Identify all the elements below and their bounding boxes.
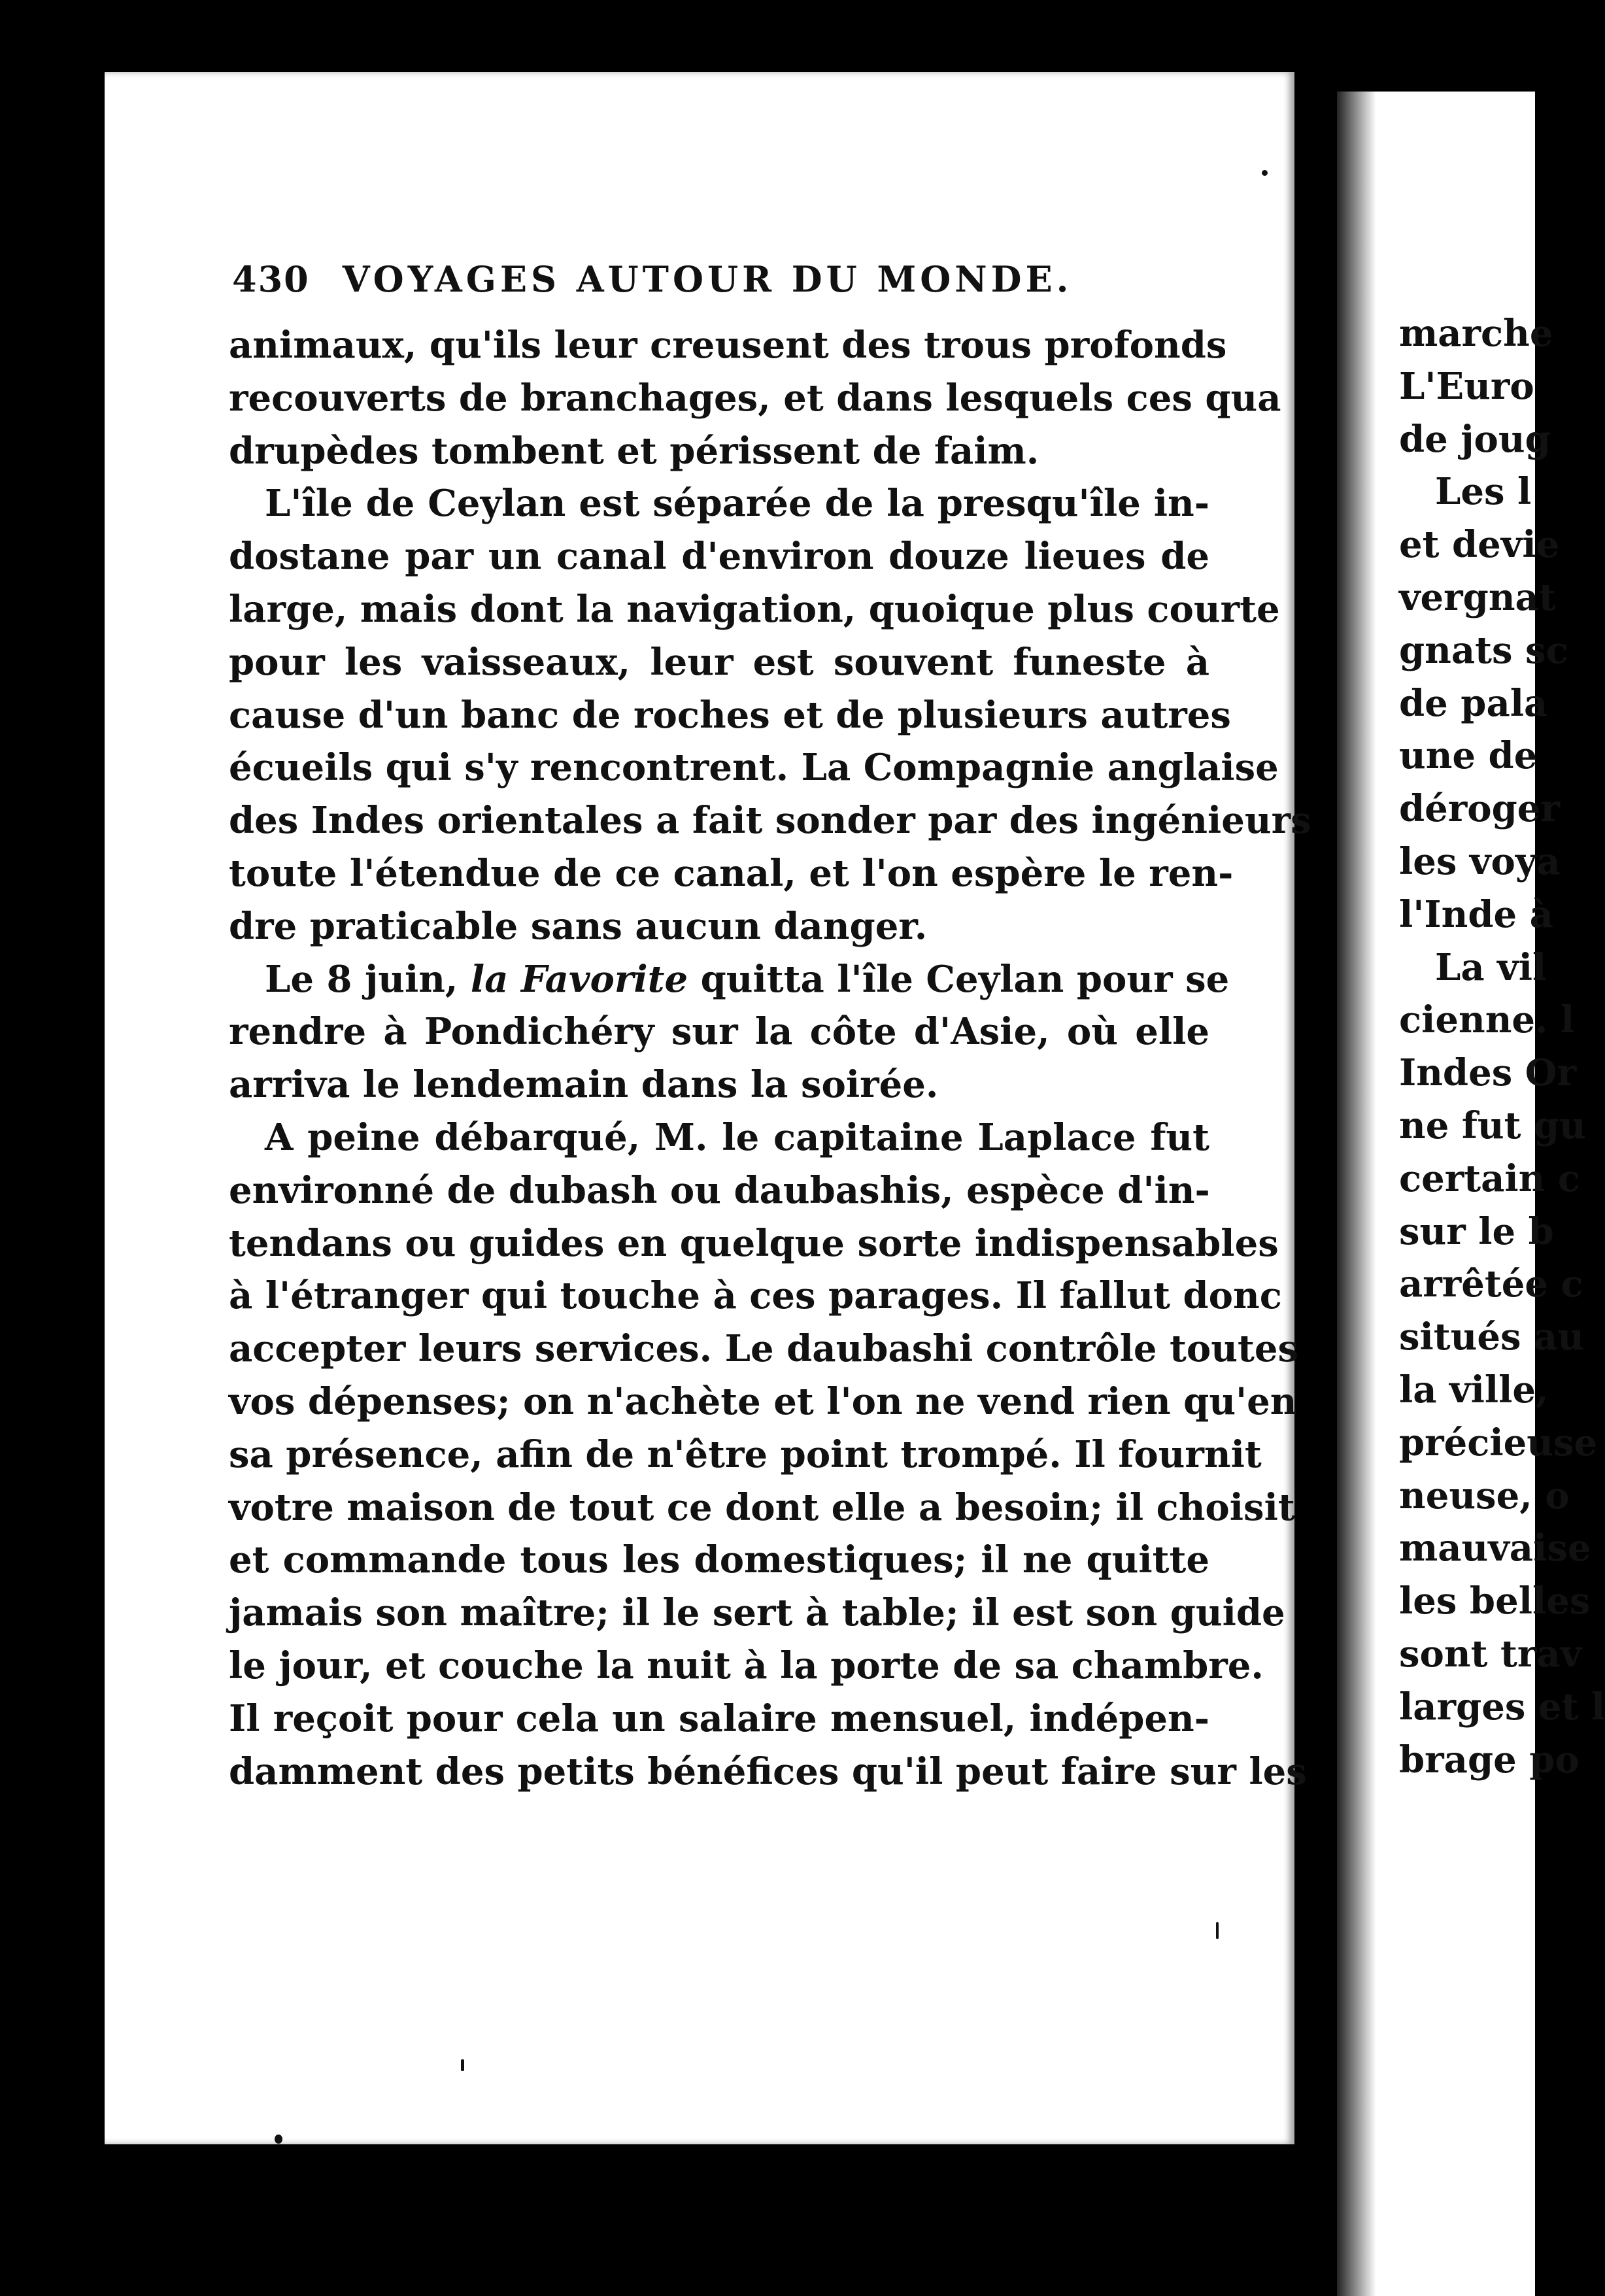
- facing-line: gnats sc: [1399, 628, 1568, 672]
- text-line: écueils qui s'y rencontrent. La Compagnie anglaise: [229, 746, 1279, 790]
- facing-line: Les l: [1435, 470, 1532, 514]
- facing-line: vergnat: [1399, 575, 1556, 619]
- facing-line: ne fut gu: [1399, 1104, 1586, 1147]
- text-line: le jour, et couche la nuit à la porte de sa chambre.: [229, 1644, 1264, 1687]
- facing-line: une de: [1399, 734, 1538, 778]
- text-line: des Indes orientales a fait sonder par des ingénieurs: [229, 799, 1311, 843]
- text-line: A peine débarqué, M. le capitaine Laplace fut: [265, 1115, 1209, 1159]
- text-line: drupèdes tombent et périssent de faim.: [229, 429, 1039, 473]
- text-segment: quitta l'île Ceylan pour se: [700, 957, 1230, 1001]
- facing-page-text: [1399, 307, 1605, 1786]
- facing-line: sur le b: [1399, 1209, 1554, 1253]
- text-line: environné de dubash ou daubashis, espèce d'in-: [229, 1168, 1210, 1212]
- facing-page: [1337, 92, 1605, 2296]
- text-line: animaux, qu'ils leur creusent des trous profonds: [229, 324, 1227, 367]
- scan-speck: [1216, 1922, 1219, 1939]
- facing-line: les belles: [1399, 1579, 1591, 1623]
- facing-line: déroger: [1399, 787, 1560, 831]
- facing-line: l'Inde à: [1399, 892, 1553, 936]
- facing-line: marche: [1399, 312, 1553, 355]
- facing-line: L'Euro: [1399, 364, 1534, 408]
- text-line: dre praticable sans aucun danger.: [229, 904, 928, 948]
- facing-line: de joug: [1399, 417, 1551, 461]
- text-line: [229, 953, 1230, 1006]
- text-line: tendans ou guides en quelque sorte indispensables: [229, 1221, 1279, 1265]
- text-line: sa présence, afin de n'être point trompé. Il fournit: [229, 1432, 1262, 1476]
- page-number: 430: [232, 258, 310, 300]
- text-line: toute l'étendue de ce canal, et l'on espère le ren-: [229, 851, 1234, 895]
- scan-speck: [1262, 170, 1268, 176]
- facing-line: précieuse: [1399, 1421, 1598, 1464]
- facing-line: mauvaise: [1399, 1527, 1591, 1570]
- text-line: cause d'un banc de roches et de plusieurs autres: [229, 693, 1231, 737]
- facing-line: brage po: [1399, 1738, 1580, 1781]
- text-line: pour les vaisseaux, leur est souvent funeste à: [229, 640, 1209, 684]
- text-line: accepter leurs services. Le daubashi contrôle toutes: [229, 1327, 1298, 1371]
- facing-line: arrêtée c: [1399, 1262, 1583, 1306]
- text-line: recouverts de branchages, et dans lesquels ces qua: [229, 376, 1281, 420]
- text-line: jamais son maître; il le sert à table; il est son guide: [229, 1591, 1285, 1635]
- facing-line: certain c: [1399, 1156, 1580, 1200]
- facing-line: de pala: [1399, 681, 1548, 725]
- scan-speck: [275, 2135, 282, 2144]
- scan-speck: [461, 2059, 464, 2071]
- facing-line: la ville,: [1399, 1368, 1549, 1411]
- facing-line: sont trav: [1399, 1632, 1582, 1676]
- running-title: VOYAGES AUTOUR DU MONDE.: [342, 258, 1073, 300]
- text-line: et commande tous les domestiques; il ne quitte: [229, 1538, 1209, 1582]
- facing-line: situés au: [1399, 1315, 1585, 1359]
- text-line: L'île de Ceylan est séparée de la presqu'île in-: [265, 482, 1209, 526]
- facing-line: larges et l: [1399, 1685, 1605, 1729]
- running-header: [232, 258, 1072, 300]
- facing-line: Indes Or: [1399, 1051, 1577, 1095]
- facing-line: La vil: [1435, 945, 1547, 989]
- text-line: dostane par un canal d'environ douze lieues de: [229, 535, 1209, 579]
- ship-name: la Favorite: [470, 957, 688, 1001]
- text-line: votre maison de tout ce dont elle a besoin; il choisit: [229, 1485, 1295, 1529]
- text-line: arriva le lendemain dans la soirée.: [229, 1063, 939, 1107]
- facing-line: les voya: [1399, 839, 1561, 883]
- text-line: vos dépenses; on n'achète et l'on ne vend rien qu'en: [229, 1379, 1297, 1423]
- text-line: large, mais dont la navigation, quoique plus courte: [229, 587, 1280, 631]
- text-line: Il reçoit pour cela un salaire mensuel, indépen-: [229, 1697, 1209, 1740]
- facing-line: et devie: [1399, 523, 1560, 567]
- text-line: rendre à Pondichéry sur la côte d'Asie, où elle: [229, 1010, 1209, 1054]
- text-line: damment des petits bénéfices qu'il peut faire sur les: [229, 1749, 1307, 1793]
- facing-line: neuse, o: [1399, 1474, 1570, 1517]
- facing-line: cienne. l: [1399, 998, 1575, 1042]
- body-text: [229, 319, 1311, 1798]
- text-segment: Le 8 juin,: [265, 957, 458, 1001]
- text-line: à l'étranger qui touche à ces parages. Il fallut donc: [229, 1274, 1282, 1318]
